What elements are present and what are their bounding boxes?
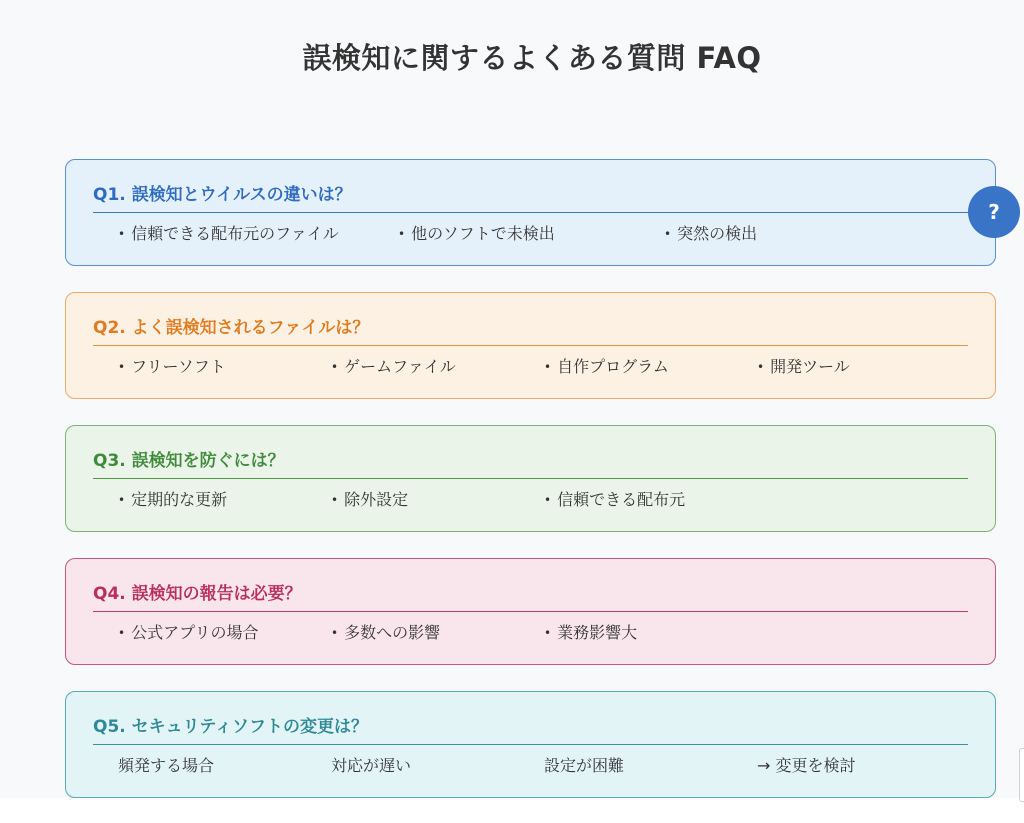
faq-answer-list (66, 619, 995, 647)
list-item (544, 353, 669, 381)
faq-question: Q5. セキュリティソフトの変更は？ (93, 717, 368, 737)
faq-card-q2 (65, 292, 996, 399)
scrollbar-handle[interactable] (1019, 748, 1024, 802)
faq-card-q1 (65, 159, 996, 266)
faq-answer-list (66, 752, 995, 780)
faq-answer-list (66, 353, 995, 381)
list-item (118, 486, 227, 514)
bullet-icon: • (544, 493, 552, 507)
divider (93, 744, 968, 745)
bullet-icon: • (664, 227, 672, 241)
list-item (331, 619, 440, 647)
faq-question: Q2. よく誤検知されるファイルは？ (93, 318, 370, 338)
bullet-icon: • (331, 493, 339, 507)
list-item-text: 除外設定 (344, 490, 409, 509)
faq-answer-list (66, 486, 995, 514)
divider (93, 478, 968, 479)
bullet-icon: • (544, 360, 552, 374)
list-item-text: 業務影響大 (557, 623, 638, 642)
bullet-icon: • (118, 493, 126, 507)
divider (93, 212, 968, 213)
list-item-text: 公式アプリの場合 (131, 623, 259, 642)
bullet-icon: • (118, 227, 126, 241)
faq-card-q3 (65, 425, 996, 532)
list-item-text: 開発ツール (770, 357, 850, 376)
list-item-text: 多数への影響 (344, 623, 441, 642)
page-title: 誤検知に関するよくある質問 FAQ (302, 41, 762, 75)
bullet-icon: • (757, 360, 765, 374)
list-item: 頻発する場合 (118, 756, 215, 775)
bullet-icon: • (544, 626, 552, 640)
bullet-icon: • (331, 626, 339, 640)
help-button[interactable]: ? (968, 186, 1020, 238)
list-item-text: 定期的な更新 (131, 490, 228, 509)
faq-card-q5 (65, 691, 996, 798)
faq-question: Q3. 誤検知を防ぐには？ (93, 451, 285, 471)
bullet-icon: • (398, 227, 406, 241)
list-item (664, 220, 757, 248)
list-item-text: ゲームファイル (344, 357, 456, 376)
faq-question: Q4. 誤検知の報告は必要？ (93, 584, 302, 604)
faq-question: Q1. 誤検知とウイルスの違いは？ (93, 185, 352, 205)
list-item-text: フリーソフト (131, 357, 226, 376)
divider (93, 611, 968, 612)
divider (93, 345, 968, 346)
list-item (118, 619, 258, 647)
list-item: 設定が困難 (544, 756, 625, 775)
list-item-text: 信頼できる配布元のファイル (131, 224, 339, 243)
bullet-icon: • (118, 360, 126, 374)
list-item: 対応が遅い (331, 756, 412, 775)
list-item (757, 353, 850, 381)
faq-answer-list (66, 220, 995, 248)
list-item (118, 220, 339, 248)
bullet-icon: • (118, 626, 126, 640)
list-item (118, 353, 226, 381)
list-item (544, 619, 637, 647)
list-item-text: 自作プログラム (557, 357, 669, 376)
list-item-text: 他のソフトで未検出 (411, 224, 555, 243)
list-item-text: 突然の検出 (677, 224, 758, 243)
list-item (331, 353, 456, 381)
faq-card-q4 (65, 558, 996, 665)
bullet-icon: • (331, 360, 339, 374)
list-item-text: 信頼できる配布元 (557, 490, 686, 509)
list-item (331, 486, 408, 514)
list-item (544, 486, 685, 514)
list-item (398, 220, 555, 248)
list-item: → 変更を検討 (757, 756, 856, 775)
